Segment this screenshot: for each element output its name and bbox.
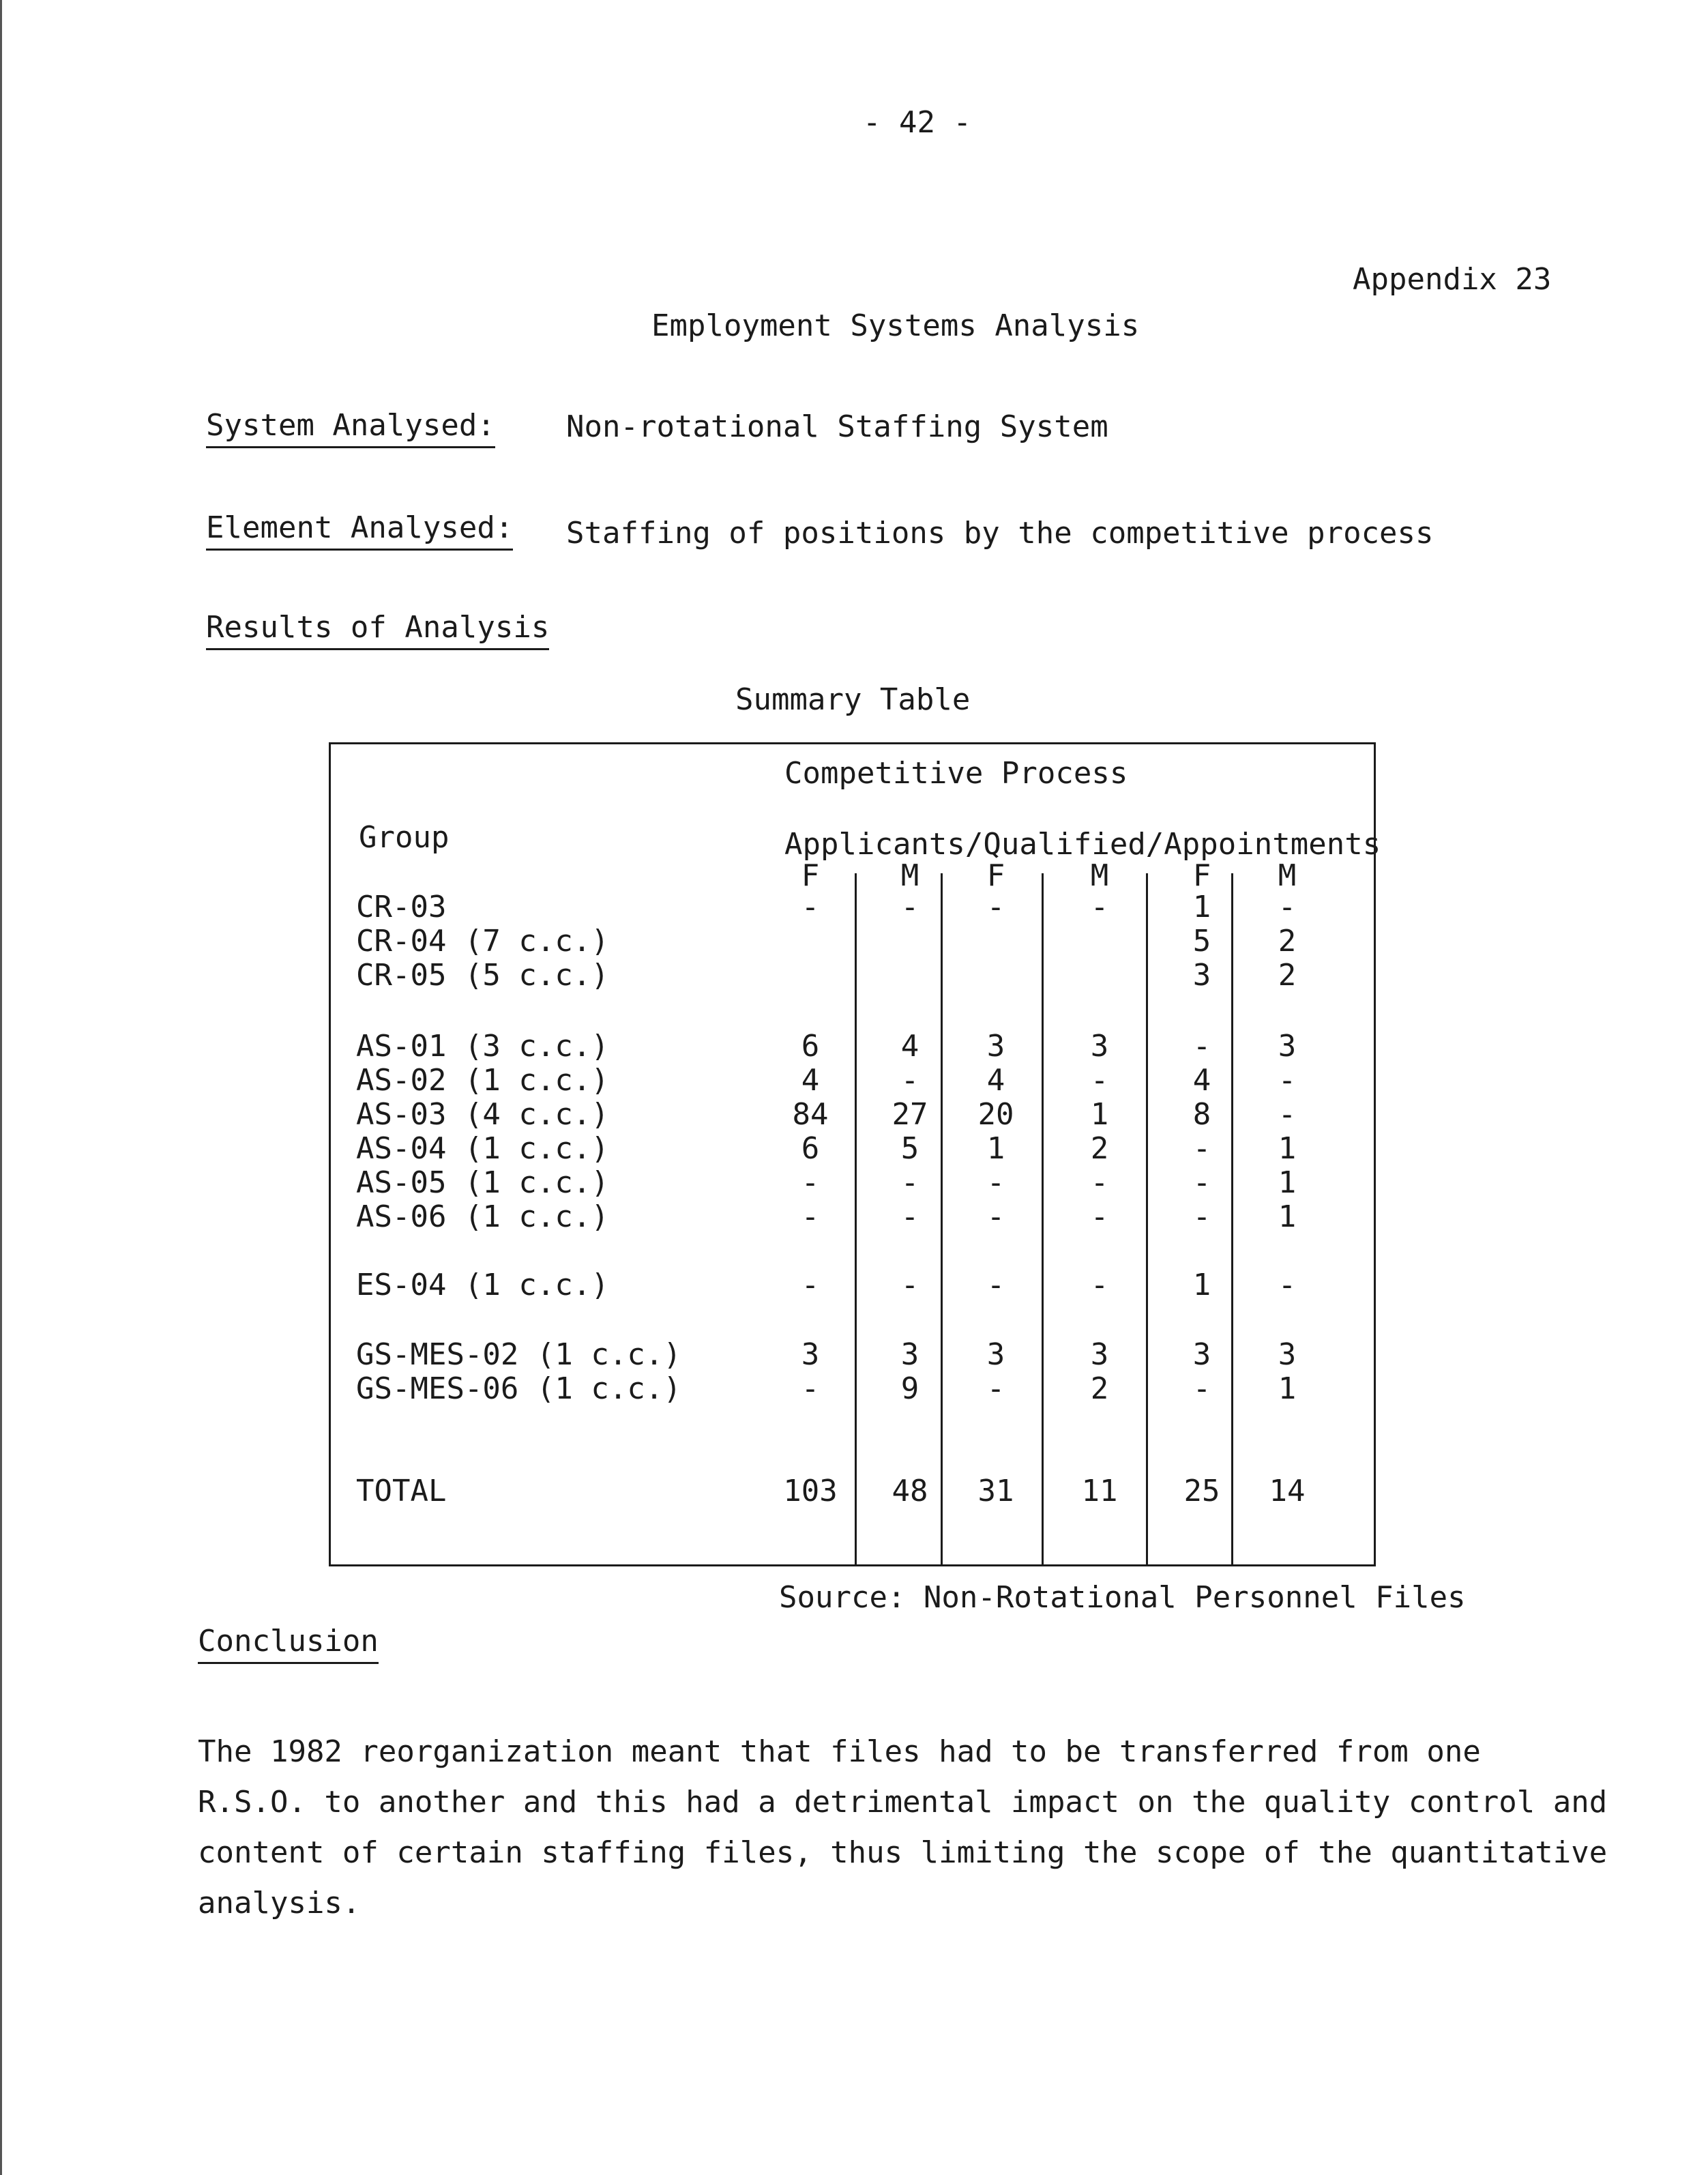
conclusion-line: analysis. xyxy=(198,1886,361,1921)
table-row-cell: - xyxy=(900,1268,919,1302)
conclusion-heading-text: Conclusion xyxy=(198,1624,379,1664)
table-row-group: ES-04 (1 c.c.) xyxy=(356,1268,609,1302)
table-row-cell: - xyxy=(1192,1131,1211,1166)
page-title: Employment Systems Analysis xyxy=(651,308,1140,343)
table-row-cell: 2 xyxy=(1090,1371,1109,1406)
table-row-cell: 1 xyxy=(1090,1097,1109,1132)
table-row-cell: - xyxy=(1192,1029,1211,1064)
table-row-cell: - xyxy=(1090,1165,1109,1200)
total-row-cell: 11 xyxy=(1081,1474,1118,1508)
conclusion-line: R.S.O. to another and this had a detrimental impact on the quality control and xyxy=(198,1785,1608,1820)
table-row-group: CR-04 (7 c.c.) xyxy=(356,924,609,959)
page-number: - 42 - xyxy=(863,105,971,140)
total-row-cell: 25 xyxy=(1183,1474,1220,1508)
table-row-cell: - xyxy=(900,1199,919,1234)
table-row-group: GS-MES-06 (1 c.c.) xyxy=(356,1371,681,1406)
table-source: Source: Non-Rotational Personnel Files xyxy=(779,1580,1466,1615)
table-row-cell: 1 xyxy=(1278,1165,1297,1200)
table-header-process: Competitive Process xyxy=(784,756,1128,791)
table-row-cell: - xyxy=(900,1063,919,1098)
table-row-cell: 6 xyxy=(801,1131,820,1166)
total-row-cell: 103 xyxy=(783,1474,838,1508)
page-edge xyxy=(0,0,2,2175)
column-divider xyxy=(855,873,857,1565)
table-row-cell: - xyxy=(801,1199,820,1234)
table-row-group: AS-02 (1 c.c.) xyxy=(356,1063,609,1098)
table-row-cell: 20 xyxy=(977,1097,1014,1132)
table-row-cell: 3 xyxy=(1090,1029,1109,1064)
table-row-cell: 1 xyxy=(1278,1199,1297,1234)
total-row-group: TOTAL xyxy=(356,1474,447,1508)
table-row-cell: 5 xyxy=(900,1131,919,1166)
table-row-cell: - xyxy=(1192,1371,1211,1406)
results-heading-text: Results of Analysis xyxy=(206,610,549,650)
table-row-group: AS-01 (3 c.c.) xyxy=(356,1029,609,1064)
table-row-cell: 3 xyxy=(1192,1337,1211,1372)
table-row-cell: 5 xyxy=(1192,924,1211,959)
conclusion-heading xyxy=(198,1624,379,1664)
table-row-cell: 1 xyxy=(1278,1371,1297,1406)
table-row-cell: - xyxy=(986,1165,1005,1200)
table-row-cell: 3 xyxy=(801,1337,820,1372)
table-row-cell: - xyxy=(1278,1097,1297,1132)
table-row-cell: 6 xyxy=(801,1029,820,1064)
table-row-group: AS-06 (1 c.c.) xyxy=(356,1199,609,1234)
results-heading xyxy=(206,610,549,650)
table-row-cell: - xyxy=(986,1268,1005,1302)
table-row-cell: - xyxy=(1090,890,1109,924)
sex-header: F xyxy=(1192,858,1211,893)
sex-header: F xyxy=(801,858,820,893)
table-row-cell: - xyxy=(1278,1268,1297,1302)
table-row-cell: 3 xyxy=(900,1337,919,1372)
table-row-cell: 3 xyxy=(1192,958,1211,993)
table-row-cell: 9 xyxy=(900,1371,919,1406)
table-row-group: CR-05 (5 c.c.) xyxy=(356,958,609,993)
column-divider xyxy=(1146,873,1148,1565)
total-row-cell: 48 xyxy=(892,1474,928,1508)
table-row-cell: 4 xyxy=(1192,1063,1211,1098)
total-row-cell: 31 xyxy=(977,1474,1014,1508)
table-row-cell: - xyxy=(1090,1063,1109,1098)
table-row-cell: 1 xyxy=(1278,1131,1297,1166)
table-row-cell: - xyxy=(1278,890,1297,924)
table-row-cell: 27 xyxy=(892,1097,928,1132)
table-row-cell: - xyxy=(1192,1165,1211,1200)
table-row-cell: 3 xyxy=(1090,1337,1109,1372)
table-row-cell: 1 xyxy=(1192,890,1211,924)
system-analysed-label xyxy=(206,408,495,448)
table-row-cell: 4 xyxy=(801,1063,820,1098)
sex-header: M xyxy=(900,858,919,893)
element-analysed-label xyxy=(206,510,513,551)
system-analysed-label-text: System Analysed: xyxy=(206,408,495,448)
table-row-cell: - xyxy=(986,1199,1005,1234)
element-analysed-label-text: Element Analysed: xyxy=(206,510,513,551)
table-row-cell: - xyxy=(1192,1199,1211,1234)
table-row-cell: - xyxy=(801,1371,820,1406)
table-row-cell: 3 xyxy=(986,1337,1005,1372)
table-row-cell: 2 xyxy=(1278,958,1297,993)
element-analysed-value: Staffing of positions by the competitive process xyxy=(566,516,1434,551)
table-row-cell: 4 xyxy=(900,1029,919,1064)
table-row-cell: - xyxy=(801,890,820,924)
table-row-cell: 84 xyxy=(792,1097,829,1132)
table-row-cell: 8 xyxy=(1192,1097,1211,1132)
appendix-label: Appendix 23 xyxy=(1353,262,1552,297)
table-row-cell: 3 xyxy=(986,1029,1005,1064)
table-row-cell: 4 xyxy=(986,1063,1005,1098)
table-row-cell: - xyxy=(1278,1063,1297,1098)
table-row-cell: - xyxy=(900,890,919,924)
table-row-cell: 1 xyxy=(1192,1268,1211,1302)
table-row-group: AS-04 (1 c.c.) xyxy=(356,1131,609,1166)
total-row-cell: 14 xyxy=(1269,1474,1306,1508)
system-analysed-value: Non-rotational Staffing System xyxy=(566,409,1108,444)
conclusion-line: The 1982 reorganization meant that files had to be transferred from one xyxy=(198,1734,1481,1769)
table-row-cell: - xyxy=(1090,1199,1109,1234)
table-row-group: AS-03 (4 c.c.) xyxy=(356,1097,609,1132)
table-row-group: CR-03 xyxy=(356,890,447,924)
table-row-cell: - xyxy=(986,1371,1005,1406)
table-row-cell: 3 xyxy=(1278,1337,1297,1372)
column-divider xyxy=(1042,873,1044,1565)
conclusion-line: content of certain staffing files, thus limiting the scope of the quantitative xyxy=(198,1835,1608,1870)
sex-header: F xyxy=(986,858,1005,893)
table-row-group: AS-05 (1 c.c.) xyxy=(356,1165,609,1200)
table-row-group: GS-MES-02 (1 c.c.) xyxy=(356,1337,681,1372)
table-row-cell: 2 xyxy=(1090,1131,1109,1166)
sex-header: M xyxy=(1090,858,1109,893)
table-row-cell: - xyxy=(1090,1268,1109,1302)
table-row-cell: 3 xyxy=(1278,1029,1297,1064)
table-row-cell: 1 xyxy=(986,1131,1005,1166)
table-row-cell: - xyxy=(986,890,1005,924)
table-row-cell: 2 xyxy=(1278,924,1297,959)
table-header-stages: Applicants/Qualified/Appointments xyxy=(784,827,1381,862)
table-row-cell: - xyxy=(900,1165,919,1200)
table-header-group: Group xyxy=(359,820,450,855)
table-row-cell: - xyxy=(801,1268,820,1302)
table-row-cell: - xyxy=(801,1165,820,1200)
sex-header: M xyxy=(1278,858,1297,893)
table-caption: Summary Table xyxy=(735,682,971,717)
